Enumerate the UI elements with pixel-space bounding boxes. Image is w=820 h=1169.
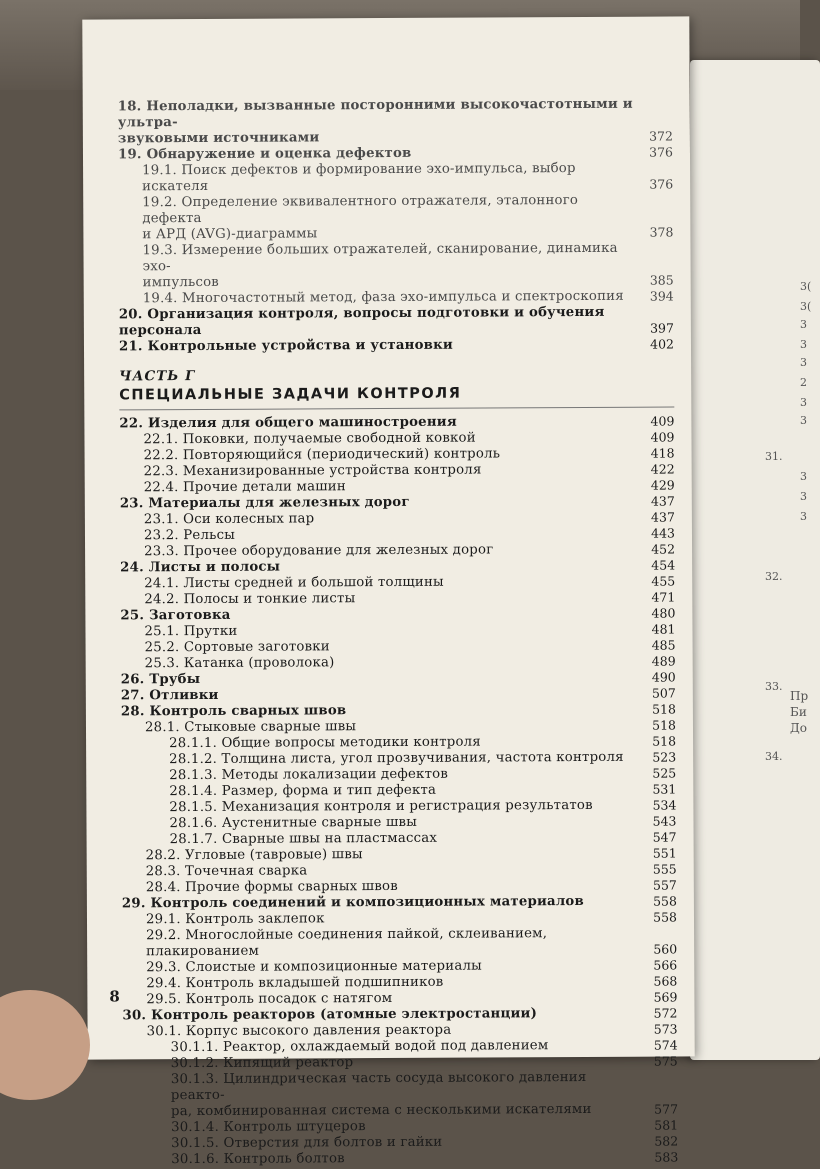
toc-entry-title: 29. Контроль соединений и композиционных материалов (121, 893, 584, 912)
toc-entry-page: 581 (654, 1117, 679, 1133)
toc-entry-page: 485 (651, 637, 676, 653)
toc-entry-page: 551 (652, 845, 677, 861)
toc-entry-page: 572 (653, 1005, 678, 1021)
toc-entry-page: 555 (652, 861, 677, 877)
toc-entry-page: 437 (650, 493, 675, 509)
toc-entry-page: 480 (651, 605, 676, 621)
toc-entry (118, 97, 673, 148)
toc-entry-page: 558 (653, 909, 678, 925)
toc-entry (122, 925, 677, 960)
toc-entry-page: 454 (651, 557, 676, 573)
toc-entry-title: 19.1. Поиск дефектов и формирование эхо-импульса, выбор искателя (142, 161, 576, 195)
book-page (82, 16, 694, 1168)
toc-entry-title: 28.3. Точечная сварка (145, 863, 308, 880)
toc-entry-title: 25. Заготовка (120, 607, 231, 624)
toc-entry-title: 28.1. Стыковые сварные швы (144, 719, 357, 736)
thumb (0, 990, 90, 1100)
toc-entry (118, 193, 673, 244)
toc-entry-page: 452 (651, 541, 676, 557)
toc-entry-page: 409 (650, 413, 675, 429)
toc-entry-page: 557 (652, 877, 677, 893)
toc-entry (123, 1069, 678, 1120)
right-page-number: 3 (800, 510, 807, 523)
right-page-word: Пр (790, 689, 809, 703)
toc-entry (118, 161, 673, 196)
toc-entry-page: 418 (650, 445, 675, 461)
toc-entry-page: 583 (654, 1149, 679, 1165)
right-page-number: 33. (765, 680, 783, 693)
toc-entry-title: 18. Неполадки, вызванные посторонними высокочастотными и ультра- звуковыми источниками (117, 96, 633, 147)
toc-entry-title: 22.3. Механизированные устройства контроля (143, 462, 482, 480)
toc-entry (119, 305, 674, 340)
right-page-word: Би (790, 705, 807, 719)
toc-entry-title: 28.2. Угловые (тавровые) швы (145, 847, 363, 864)
toc-entry-title: 23.2. Рельсы (143, 527, 236, 544)
toc-entry-page: 376 (649, 144, 674, 160)
right-page-number: 3 (800, 470, 807, 483)
toc-entry-title: 30.1.1. Реактор, охлаждаемый водой под давлением (170, 1038, 549, 1056)
toc-entry-title: 22. Изделия для общего машиностроения (119, 414, 457, 432)
toc-entry-page: 525 (652, 765, 677, 781)
right-page-number: 32. (765, 570, 783, 583)
toc-entry-title: 30.1.2. Кипящий реактор (170, 1055, 354, 1072)
toc-entry-page: 543 (652, 813, 677, 829)
toc-entry-page: 523 (652, 749, 677, 765)
toc-entry-page: 573 (653, 1021, 678, 1037)
toc-entry-page: 518 (652, 701, 676, 717)
right-page-number: 3 (800, 396, 807, 409)
toc-entry-page: 429 (650, 477, 675, 493)
right-page-number: 3 (800, 490, 807, 503)
right-page-number: 3 (800, 356, 807, 369)
toc-entry (119, 337, 674, 356)
toc-entry-title: 28.1.6. Аустенитные сварные швы (169, 814, 418, 832)
toc-entry-page: 574 (653, 1037, 678, 1053)
toc-entry-title: 19.2. Определение эквивалентного отражателя, эталонного дефекта и АРД (AVG)-диаграммы (142, 193, 579, 243)
toc-entry-page: 443 (651, 525, 676, 541)
toc-entry-page: 569 (653, 989, 678, 1005)
toc-entry-page: 582 (654, 1133, 679, 1149)
toc-entry-title: 28.1.4. Размер, форма и тип дефекта (169, 782, 437, 800)
right-page-word: До (790, 721, 807, 735)
toc-entry-title: 29.1. Контроль заклепок (145, 911, 325, 928)
toc-entry-page: 402 (650, 336, 675, 352)
toc-entry-title: 30.1. Корпус высокого давления реактора (146, 1022, 452, 1040)
right-page (690, 60, 820, 1060)
toc-entry-title: 23.3. Прочее оборудование для железных дорог (144, 542, 494, 560)
toc-entry-page: 397 (650, 320, 674, 336)
right-page-words (790, 688, 808, 736)
toc-entry-title: 29.5. Контроль посадок с натягом (146, 990, 393, 1008)
toc-entry-page: 378 (649, 224, 674, 240)
toc-entry-title: 20. Организация контроля, вопросы подготовки и обучения персонала (118, 304, 605, 339)
toc-entry-page: 455 (651, 573, 676, 589)
toc-entry-title: 30.1.4. Контроль штуцеров (171, 1119, 366, 1136)
toc-entry-page: 490 (651, 669, 676, 685)
right-page-number: 3( (800, 280, 812, 293)
part-label: ЧАСТЬ Г (119, 368, 196, 385)
toc-entry-page: 489 (651, 653, 676, 669)
part-title: СПЕЦИАЛЬНЫЕ ЗАДАЧИ КОНТРОЛЯ (119, 383, 674, 411)
toc-entry-title: 30.1.5. Отверстия для болтов и гайки (171, 1134, 443, 1152)
toc-entry-title: 29.2. Многослойные соединения пайкой, склеиванием, плакированием (146, 926, 548, 960)
toc-entry-page: 409 (650, 429, 675, 445)
toc-entry-title: 24. Листы и полосы (120, 559, 281, 576)
toc-entry-title: 23. Материалы для железных дорог (119, 494, 410, 512)
toc-entry-title: 24.2. Полосы и тонкие листы (144, 591, 356, 608)
toc-entry-page: 481 (651, 621, 676, 637)
toc-entry-title: 28.1.7. Сварные швы на пластмассах (169, 830, 438, 848)
toc-entry-title: 21. Контрольные устройства и установки (118, 337, 454, 355)
right-page-number: 2 (800, 376, 807, 389)
toc-entry-page: 422 (650, 461, 675, 477)
toc-entry-title: 25.2. Сортовые заготовки (144, 639, 330, 656)
toc-entry-page: 385 (649, 272, 674, 288)
toc-entry-page: 394 (649, 288, 674, 304)
toc-entry-title: 22.2. Повторяющийся (периодический) контроль (143, 446, 501, 464)
toc-entry-page: 558 (653, 893, 677, 909)
toc-top-section (118, 97, 674, 356)
toc-entry-title: 30.1.3. Цилиндрическая часть сосуда высокого давления реакто- ра, комбинированная система с несколькими искателями (170, 1069, 592, 1120)
toc-entry-title: 28.1.5. Механизация контроля и регистрация результатов (169, 797, 593, 816)
toc-entry (123, 1149, 678, 1168)
toc-entry-page: 560 (653, 941, 678, 957)
toc-entry-page: 568 (653, 973, 678, 989)
toc-entry-page: 372 (649, 128, 673, 144)
toc-main-section (119, 414, 678, 1169)
toc-entry-title: 28. Контроль сварных швов (120, 703, 347, 720)
toc-entry-page: 577 (654, 1101, 679, 1117)
toc-entry-page: 575 (653, 1053, 678, 1069)
toc-entry-title: 30. Контроль реакторов (атомные электростанции) (122, 1006, 538, 1024)
toc-entry-page: 534 (652, 797, 677, 813)
page-number: 8 (109, 987, 120, 1006)
toc-entry-title: 29.4. Контроль вкладышей подшипников (146, 974, 444, 992)
toc-entry-title: 26. Трубы (120, 671, 201, 688)
toc-entry-title: 22.1. Поковки, получаемые свободной ковкой (143, 430, 476, 448)
right-page-number: 3( (800, 300, 812, 313)
toc-entry-page: 531 (652, 781, 677, 797)
toc-entry (118, 241, 673, 292)
toc-entry-page: 437 (650, 509, 675, 525)
toc-entry-page: 547 (652, 829, 677, 845)
right-page-number: 3 (800, 338, 807, 351)
toc-entry-title: 28.1.3. Методы локализации дефектов (169, 766, 449, 784)
toc-entry-title: 19.3. Измерение больших отражателей, сканирование, динамика эхо- импульсов (142, 240, 618, 291)
toc-entry-title: 25.1. Прутки (144, 623, 238, 640)
toc-entry-page: 518 (652, 733, 677, 749)
toc-entry-page: 376 (649, 176, 674, 192)
toc-entry-title: 28.4. Прочие формы сварных швов (145, 878, 398, 896)
table-of-contents (118, 97, 679, 1169)
toc-entry-page: 518 (652, 717, 677, 733)
toc-entry-title: 24.1. Листы средней и большой толщины (144, 574, 444, 592)
toc-entry-page: 471 (651, 589, 676, 605)
toc-entry-title: 19.4. Многочастотный метод, фаза эхо-импульса и спектроскопия (142, 288, 624, 307)
right-page-number: 31. (765, 450, 783, 463)
toc-entry-title: 28.1.2. Толщина листа, угол прозвучивания, частота контроля (169, 749, 624, 768)
toc-entry-title: 28.1.1. Общие вопросы методики контроля (169, 734, 481, 752)
toc-entry-title: 23.1. Оси колесных пар (143, 511, 315, 528)
right-page-number: 3 (800, 318, 807, 331)
toc-entry-page: 566 (653, 957, 678, 973)
toc-entry-title: 25.3. Катанка (проволока) (144, 655, 335, 672)
toc-entry-title: 27. Отливки (120, 687, 219, 704)
toc-entry-title: 19. Обнаружение и оценка дефектов (117, 145, 412, 163)
toc-entry-title: 29.3. Слоистые и композиционные материалы (146, 958, 482, 976)
right-page-number: 34. (765, 750, 783, 763)
toc-entry-title: 30.1.6. Контроль болтов (171, 1151, 345, 1168)
toc-entry-title: 22.4. Прочие детали машин (143, 479, 346, 496)
right-page-number: 3 (800, 414, 807, 427)
toc-entry-page: 507 (651, 685, 676, 701)
